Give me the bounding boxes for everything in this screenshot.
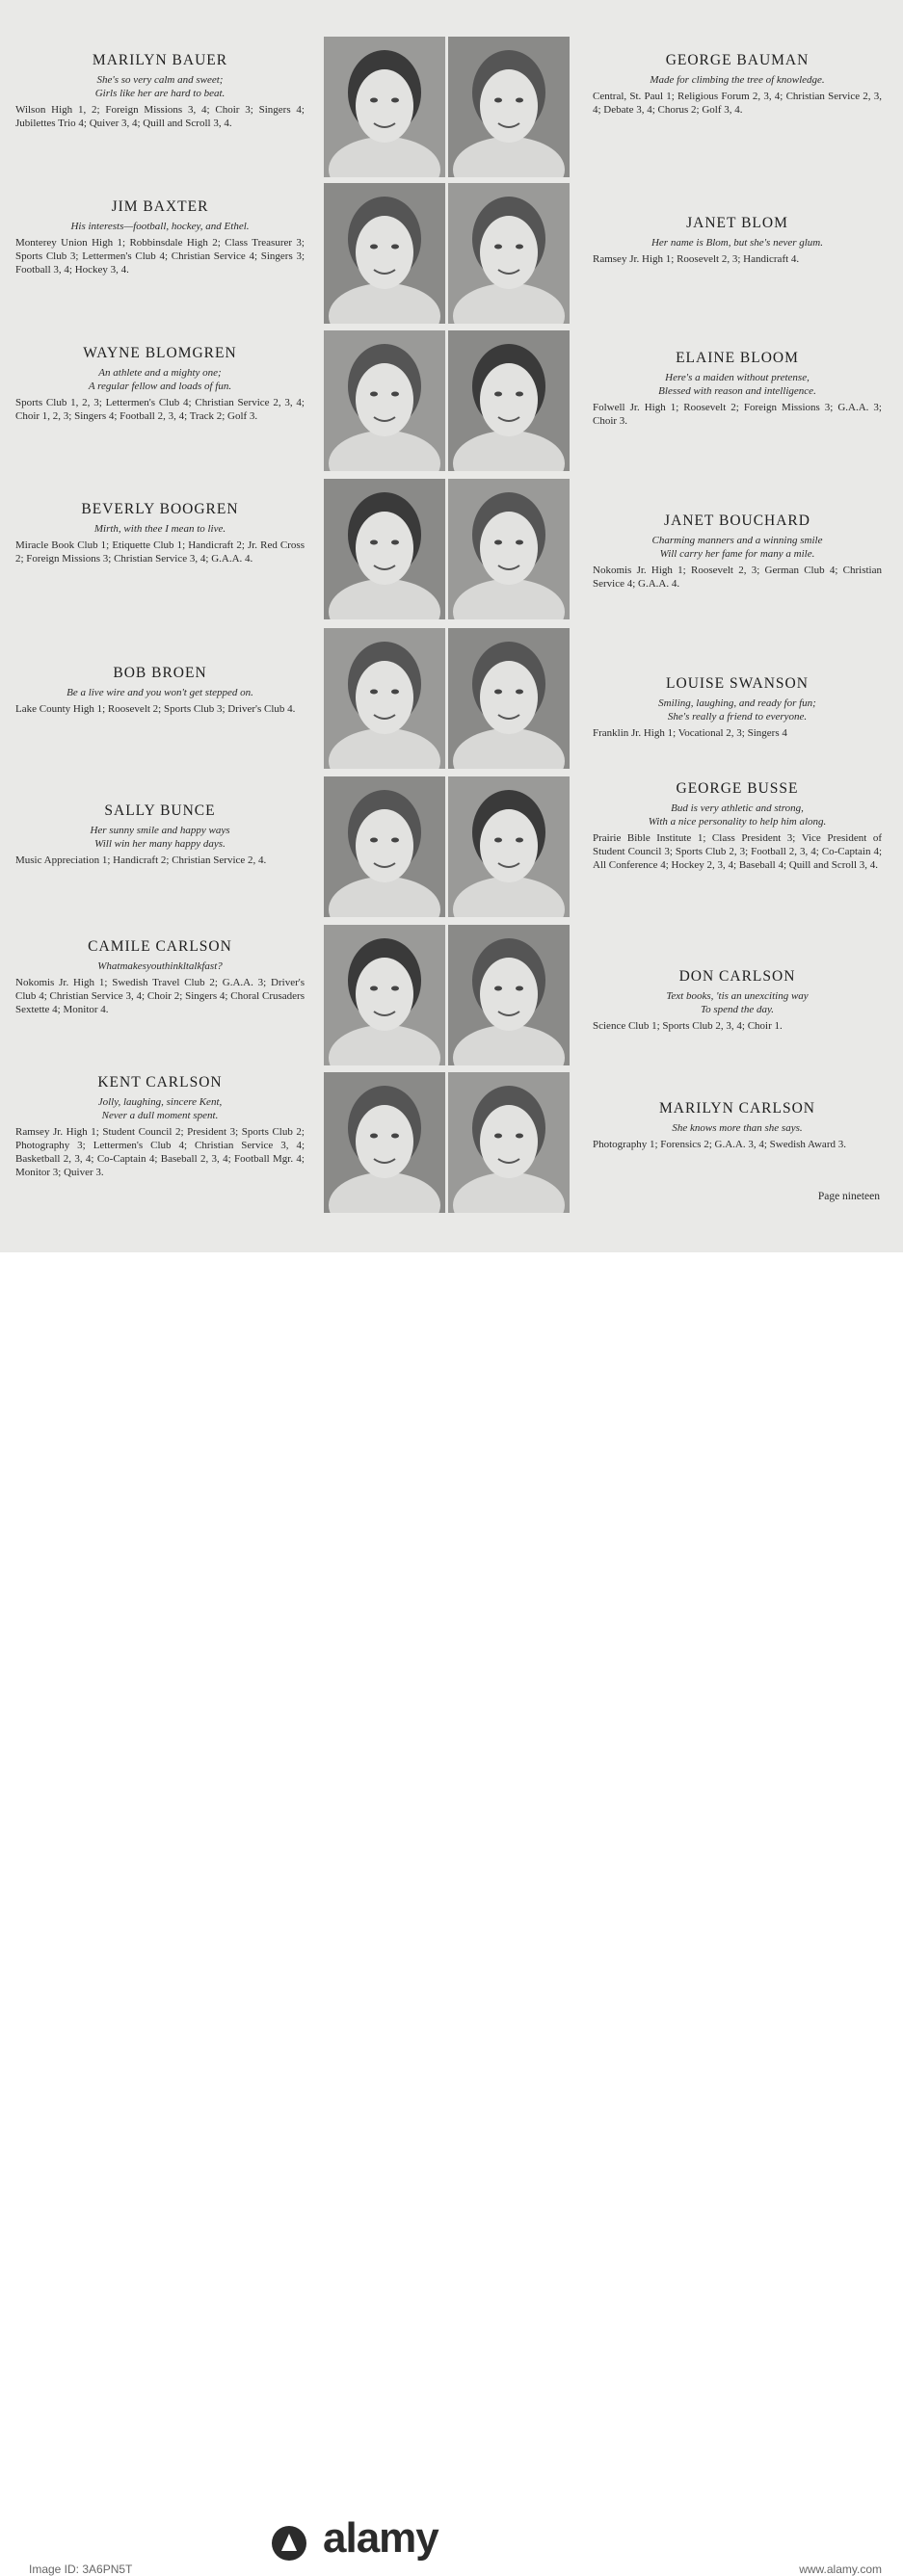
quote-line: She knows more than she says.	[672, 1122, 803, 1134]
student-quote	[593, 802, 882, 828]
student-entry	[15, 665, 305, 716]
quote-line: Made for climbing the tree of knowledge.	[650, 74, 825, 86]
student-name: MARILYN BAUER	[92, 52, 228, 68]
portrait-silhouette	[448, 925, 570, 1065]
student-activities: Folwell Jr. High 1; Roosevelt 2; Foreign Missions 3; G.A.A. 3; Choir 3.	[593, 402, 882, 427]
student-name: GEORGE BUSSE	[676, 780, 799, 797]
quote-line: Mirth, with thee I mean to live.	[93, 523, 226, 535]
student-activities: Lake County High 1; Roosevelt 2; Sports Club 3; Driver's Club 4.	[15, 703, 296, 715]
quote-line: Blessed with reason and intelligence.	[658, 385, 816, 397]
student-entry	[593, 675, 882, 740]
portrait-silhouette	[448, 330, 570, 471]
yearbook-page	[0, 0, 903, 1252]
student-quote	[593, 1121, 882, 1135]
student-name: WAYNE BLOMGREN	[83, 345, 237, 361]
site-url: www.alamy.com	[799, 2563, 882, 2576]
stock-footer	[0, 1252, 903, 2576]
student-entry	[593, 968, 882, 1033]
quote-line: Her sunny smile and happy ways	[90, 825, 230, 836]
image-id: Image ID: 3A6PN5T	[29, 2563, 133, 2576]
portrait-silhouette	[448, 37, 570, 177]
quote-line: Smiling, laughing, and ready for fun;	[658, 697, 816, 709]
portrait-silhouette	[448, 1072, 570, 1213]
portrait-silhouette	[448, 776, 570, 917]
student-quote	[15, 366, 305, 393]
quote-line: Girls like her are hard to beat.	[94, 88, 226, 99]
portrait-silhouette	[324, 776, 445, 917]
student-entry	[15, 938, 305, 1016]
student-entry	[15, 198, 305, 276]
portrait-silhouette	[448, 628, 570, 769]
student-activities: Nokomis Jr. High 1; Roosevelt 2, 3; German Club 4; Christian Service 4; G.A.A. 4.	[593, 565, 882, 590]
student-entry	[15, 345, 305, 423]
portrait-photo	[324, 628, 445, 769]
student-activities: Central, St. Paul 1; Religious Forum 2, 3, 4; Christian Service 2, 3, 4; Debate 3, 4; Chorus 2; Golf 3, 4.	[593, 91, 882, 116]
quote-line: Be a live wire and you won't get stepped on.	[66, 687, 253, 698]
student-quote	[15, 824, 305, 851]
student-entry	[593, 513, 882, 591]
student-quote	[593, 236, 882, 250]
portrait-photo	[448, 183, 570, 324]
quote-line: Here's a maiden without pretense,	[665, 372, 810, 383]
student-entry	[593, 1100, 882, 1151]
quote-line: Will win her many happy days.	[94, 838, 226, 850]
student-entry	[15, 802, 305, 867]
student-quote	[15, 1095, 305, 1122]
student-activities: Music Appreciation 1; Handicraft 2; Christian Service 2, 4.	[15, 854, 267, 866]
student-activities: Wilson High 1, 2; Foreign Missions 3, 4; Choir 3; Singers 4; Jubilettes Trio 4; Quiver 3, 4; Quill and Scroll 3, 4.	[15, 104, 305, 129]
student-name: JIM BAXTER	[111, 198, 209, 215]
student-name: DON CARLSON	[678, 968, 796, 985]
student-activities: Ramsey Jr. High 1; Student Council 2; President 3; Sports Club 2; Photography 3; Lettermen's Club 4; Christian Service 3, 4; Basketball 2, 3, 4; Co-Captain 4; Baseball 2, 3, 4; Football Mgr. 4; Monitor 3; Quiver 3.	[15, 1126, 305, 1178]
portrait-photo	[324, 925, 445, 1065]
student-name: KENT CARLSON	[97, 1074, 223, 1091]
portrait-silhouette	[324, 1072, 445, 1213]
portrait-photo	[324, 183, 445, 324]
student-entry	[593, 52, 882, 117]
portrait-silhouette	[324, 479, 445, 619]
portrait-photo	[324, 479, 445, 619]
portrait-photo	[448, 37, 570, 177]
student-quote	[15, 522, 305, 536]
quote-line: To spend the day.	[701, 1004, 774, 1015]
portrait-photo	[324, 37, 445, 177]
quote-line: She's so very calm and sweet;	[96, 74, 224, 86]
portrait-silhouette	[448, 479, 570, 619]
quote-line: Her name is Blom, but she's never glum.	[651, 237, 824, 249]
portrait-silhouette	[448, 183, 570, 324]
student-quote	[593, 697, 882, 723]
page-number: Page nineteen	[817, 1191, 880, 1202]
quote-line: Never a dull moment spent.	[101, 1110, 219, 1121]
student-name: BEVERLY BOOGREN	[81, 501, 239, 517]
quote-line: Will carry her fame for many a mile.	[659, 548, 815, 560]
student-quote	[15, 686, 305, 699]
student-activities: Prairie Bible Institute 1; Class President 3; Vice President of Student Council 3; Sports Club 2, 3; Football 2, 3, 4; Co-Captain 4; All Conference 4; Hockey 2, 3, 4; Baseball 4; Quill and Scroll 3, 4.	[593, 832, 882, 871]
student-name: GEORGE BAUMAN	[665, 52, 810, 68]
student-entry	[593, 780, 882, 872]
quote-line: Jolly, laughing, sincere Kent,	[97, 1096, 223, 1108]
alamy-logo-icon	[270, 2524, 308, 2563]
student-quote	[15, 220, 305, 233]
portrait-photo	[324, 1072, 445, 1213]
student-activities: Nokomis Jr. High 1; Swedish Travel Club 2; G.A.A. 3; Driver's Club 4; Christian Service 3, 4; Choir 2; Singers 4; Choral Crusaders Sextette 4; Monitor 4.	[15, 977, 305, 1015]
portrait-silhouette	[324, 37, 445, 177]
portrait-photo	[448, 479, 570, 619]
portrait-silhouette	[324, 330, 445, 471]
student-activities: Ramsey Jr. High 1; Roosevelt 2, 3; Handicraft 4.	[593, 253, 800, 265]
student-name: ELAINE BLOOM	[676, 350, 799, 366]
student-activities: Science Club 1; Sports Club 2, 3, 4; Choir 1.	[593, 1020, 783, 1032]
portrait-photo	[448, 330, 570, 471]
student-name: BOB BROEN	[113, 665, 207, 681]
student-activities: Sports Club 1, 2, 3; Lettermen's Club 4; Christian Service 2, 3, 4; Choir 1, 2, 3; Singers 4; Football 2, 3, 4; Track 2; Golf 3.	[15, 397, 305, 422]
student-quote	[593, 534, 882, 561]
student-name: CAMILE CARLSON	[88, 938, 232, 955]
portrait-photo	[448, 776, 570, 917]
quote-line: Charming manners and a winning smile	[651, 535, 823, 546]
portrait-silhouette	[324, 183, 445, 324]
student-quote	[593, 73, 882, 87]
quote-line: With a nice personality to help him along.	[648, 816, 827, 828]
student-name: JANET BLOM	[686, 215, 788, 231]
student-quote	[15, 959, 305, 973]
portrait-silhouette	[324, 628, 445, 769]
quote-line: His interests—football, hockey, and Ethel.	[70, 221, 250, 232]
student-quote	[593, 371, 882, 398]
student-quote	[593, 989, 882, 1016]
portrait-photo	[324, 330, 445, 471]
student-entry	[593, 350, 882, 428]
quote-line: She's really a friend to everyone.	[667, 711, 808, 723]
portrait-photo	[324, 776, 445, 917]
student-activities: Monterey Union High 1; Robbinsdale High 2; Class Treasurer 3; Sports Club 3; Lettermen's Club 4; Christian Service 4; Singers 3; Football 3, 4; Hockey 3, 4.	[15, 237, 305, 276]
quote-line: An athlete and a mighty one;	[98, 367, 222, 379]
student-activities: Franklin Jr. High 1; Vocational 2, 3; Singers 4	[593, 727, 787, 739]
student-entry	[593, 215, 882, 266]
student-entry	[15, 501, 305, 565]
student-name: SALLY BUNCE	[104, 802, 216, 819]
quote-line: Bud is very athletic and strong,	[671, 802, 804, 814]
quote-line: A regular fellow and loads of fun.	[88, 381, 232, 392]
brand-wordmark: alamy	[323, 2514, 438, 2562]
student-quote	[15, 73, 305, 100]
student-entry	[15, 1074, 305, 1179]
portrait-photo	[448, 925, 570, 1065]
student-activities: Photography 1; Forensics 2; G.A.A. 3, 4; Swedish Award 3.	[593, 1139, 846, 1150]
student-entry	[15, 52, 305, 130]
student-name: LOUISE SWANSON	[666, 675, 809, 692]
quote-line: Text books, 'tis an unexciting way	[666, 990, 809, 1002]
student-name: MARILYN CARLSON	[658, 1100, 815, 1117]
student-activities: Miracle Book Club 1; Etiquette Club 1; Handicraft 2; Jr. Red Cross 2; Foreign Missions 3; Christian Service 3, 4; G.A.A. 4.	[15, 539, 305, 565]
quote-line: Whatmakesyouthinkltalkfast?	[97, 960, 223, 972]
student-name: JANET BOUCHARD	[664, 513, 810, 529]
portrait-photo	[448, 628, 570, 769]
portrait-photo	[448, 1072, 570, 1213]
portrait-silhouette	[324, 925, 445, 1065]
